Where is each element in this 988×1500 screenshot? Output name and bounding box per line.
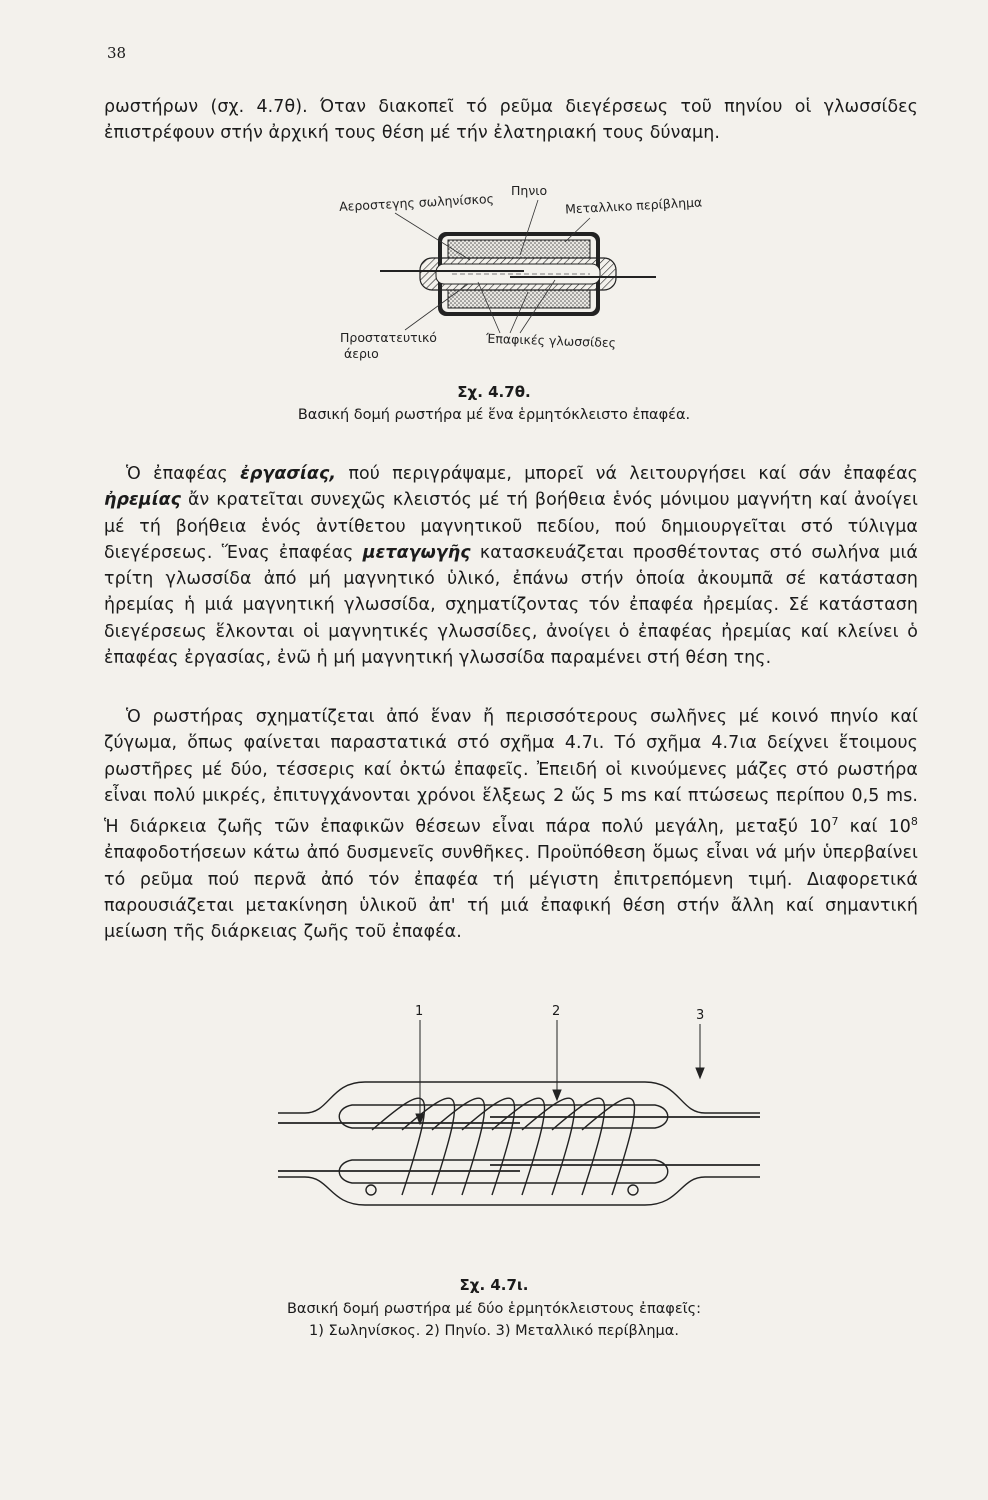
paragraph-3-text-2: καί 10 (838, 816, 911, 837)
marker-2: 2 (552, 1004, 561, 1019)
paragraph-2-text-3: ἄν κρατεῖται συνεχῶς κλειστός μέ τή βοήθεια ἑνός μόνιμου μαγνήτη καί ἀνοίγει μέ τή βοήθεια ἑνός ἀντίθετου μαγνητικοῦ πεδίου, πού δημιουργεῖται στό τύλιγμα διεγέρσεως. Ἕνας ἐπαφέας (104, 490, 918, 563)
term-work-contact: ἐργασίας, (240, 464, 337, 484)
exponent-7: 7 (831, 815, 839, 829)
callout-arrows (416, 1020, 704, 1124)
figure-4-7-iota-caption-line-2: 1) Σωληνίσκος. 2) Πηνίο. 3) Μεταλλικό περίβλημα. (309, 1323, 679, 1339)
paragraph-2-text-4: κατασκευάζεται προσθέτοντας στό σωλήνα μιά τρίτη γλωσσίδα ἀπό μή μαγνητικό ὑλικό, ἐπάνω στήν ὁποία ἀκουμπᾶ σέ κατάσταση ἠρεμίας ἡ μιά μαγνητική γλωσσίδα, σχηματίζοντας τόν ἐπαφέα ἠρεμίας. Σέ κατάσταση διεγέρσεως ἕλκονται οἱ μαγνητικές γλωσσίδες, ἀνοίγει ὁ ἐπαφέας ἠρεμίας καί κλείνει ὁ ἐπαφέας ἐργασίας, ἐνῶ ἡ μή μαγνητική γλωσσίδα παραμένει στή θέση της. (104, 542, 918, 669)
figure-4-7-theta-number: Σχ. 4.7θ. (457, 383, 531, 401)
label-protective-gas-1: Προστατευτικό (340, 330, 437, 345)
term-rest-contact: ἠρεμίας (104, 490, 182, 511)
twin-reed-relay (278, 1082, 760, 1205)
label-coil: Πηνιο (511, 183, 548, 198)
label-airtight-tube: Αεροστεγης σωληνίσκος (338, 190, 495, 215)
relay-cross-section (380, 232, 656, 316)
figure-4-7-iota-number: Σχ. 4.7ι. (459, 1276, 529, 1294)
paragraph-2-text-1: Ὁ ἐπαφέας (126, 464, 241, 484)
term-changeover-contact: μεταγωγῆς (362, 542, 471, 563)
figure-4-7-theta-caption: Βασική δομή ρωστήρα μέ ἕνα ἑρμητόκλειστο ἐπαφέα. (297, 407, 691, 423)
exponent-8: 8 (910, 815, 918, 829)
paragraph-2-text-2: πού περιγράψαμε, μπορεῖ νά λειτουργήσει καί σάν ἐπαφέας (336, 464, 918, 484)
paragraph-3 (104, 704, 918, 945)
leader-lines (395, 200, 590, 333)
label-metal-case: Μεταλλικο περίβλημα (564, 194, 703, 217)
paragraph-3-text-1: Ὁ ρωστήρας σχηματίζεται ἀπό ἕναν ἤ περισσότερους σωλῆνες μέ κοινό πηνίο καί ζύγωμα, ὅπως φαίνεται παραστατικά στό σχῆμα 4.7ι. Τό σχῆμα 4.7ια δείχνει ἕτοιμους ρωστῆρες μέ δύο, τέσσερις καί ὀκτώ ἐπαφεῖς. Ἐπειδή οἱ κινούμενες μάζες στό ρωστήρα εἶναι πολύ μικρές, ἐπιτυγχάνονται χρόνοι ἕλξεως 2 ὥς 5 ms καί πτώσεως περίπου 0,5 ms. Ἡ διάρκεια ζωῆς τῶν ἐπαφικῶν θέσεων εἶναι πάρα πολύ μεγάλη, μεταξύ 10 (104, 707, 918, 837)
figure-4-7-iota-caption-line-1: Βασική δομή ρωστήρα μέ δύο ἑρμητόκλειστους ἐπαφεῖς: (286, 1301, 701, 1317)
paragraph-2 (104, 461, 918, 671)
marker-1: 1 (415, 1004, 424, 1019)
label-protective-gas-2: άεριο (344, 346, 379, 361)
label-contact-reeds: Έπαφικές γλωσσίδες (485, 330, 617, 351)
marker-3: 3 (696, 1008, 705, 1023)
paragraph-1: ρωστήρων (σχ. 4.7θ). Όταν διακοπεῖ τό ρεῦμα διεγέρσεως τοῦ πηνίου οἱ γλωσσίδες ἐπιστρέφουν στήν ἀρχική τους θέση μέ τήν ἐλατηριακή τους δύναμη. (104, 97, 918, 144)
page-number: 38 (107, 44, 127, 62)
paragraph-3-text-3: ἐπαφοδοτήσεων κάτω ἀπό δυσμενεῖς συνθῆκες. Προϋπόθεση ὅμως εἶναι νά μήν ὑπερβαίνει τό ρεῦμα πού περνᾶ ἀπό τόν ἐπαφέα τή μέγιστη ἐπιτρεπόμενη τιμή. Διαφορετικά παρουσιάζεται μετακίνηση ὑλικοῦ ἀπ' τή μιά ἐπαφική θέση στήν ἄλλη καί σημαντική μείωση τῆς διάρκειας ζωῆς τοῦ ἐπαφέα. (104, 843, 918, 943)
